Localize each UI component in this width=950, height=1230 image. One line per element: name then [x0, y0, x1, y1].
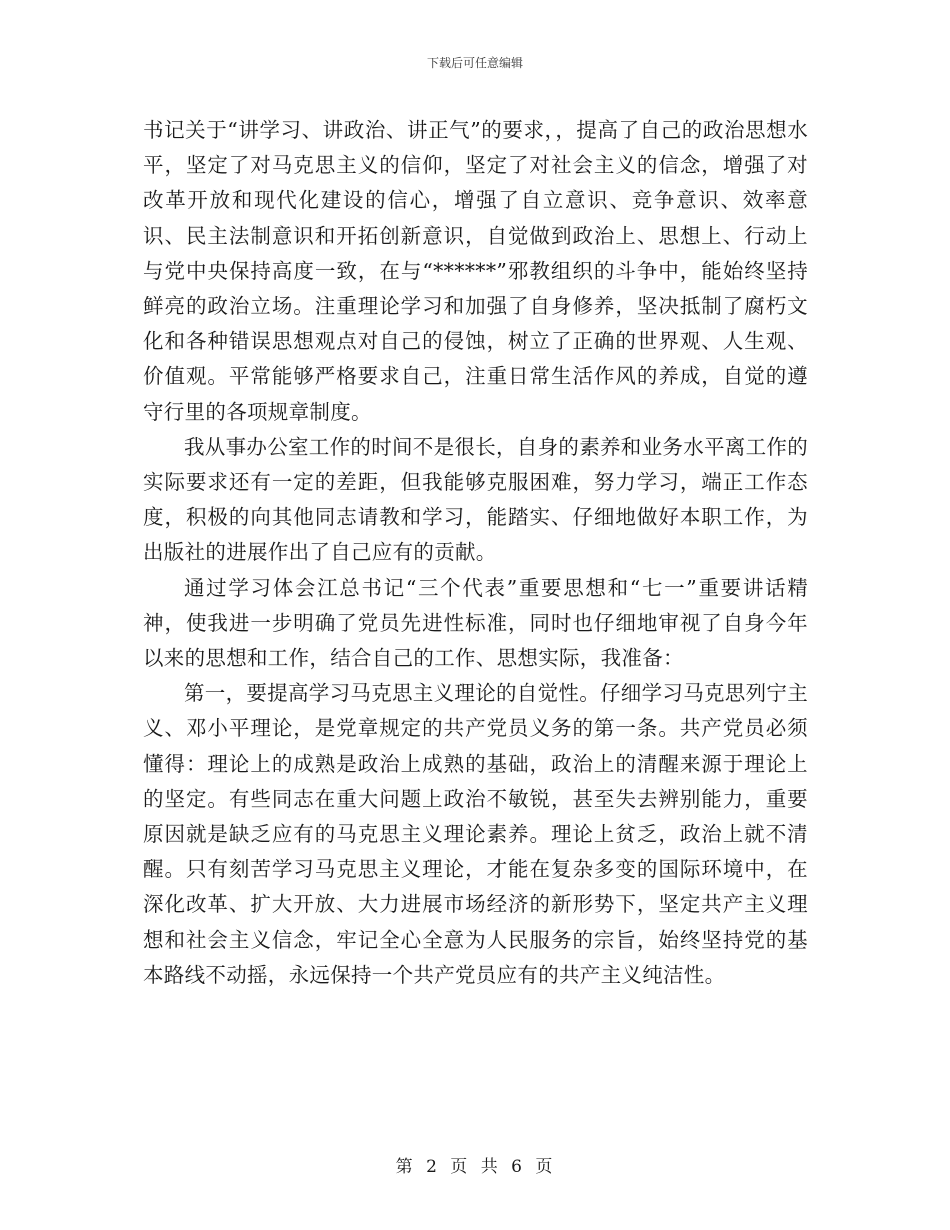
paragraph-continuation: 书记关于“讲学习、讲政治、讲正气”的要求，，提高了自己的政治思想水平，坚定了对马克思主义的信仰，坚定了对社会主义的信念，增强了对改革开放和现代化建设的信心，增强了自立意识、竞争意识、效率意识、民主法制意识和开拓创新意识，自觉做到政治上、思想上、行动上与党中央保持高度一致，在与“******”邪教组织的斗争中，能始终坚持鲜亮的政治立场。注重理论学习和加强了自身修养，坚决抵制了腐朽文化和各种错误思想观点对自己的侵蚀，树立了正确的世界观、人生观、价值观。平常能够严格要求自己，注重日常生活作风的养成，自觉的遵守行里的各项规章制度。 [143, 118, 808, 424]
paragraph-office-work: 我从事办公室工作的时间不是很长，自身的素养和业务水平离工作的实际要求还有一定的差距，但我能够克服困难，努力学习，端正工作态度，积极的向其他同志请教和学习，能踏实、仔细地做好本职工作，为出版社的进展作出了自己应有的贡献。 [143, 434, 808, 565]
paragraph-study-three-represents: 通过学习体会江总书记“三个代表”重要思想和“七一”重要讲话精神，使我进一步明确了党员先进性标准，同时也仔细地审视了自身今年以来的思想和工作，结合自己的工作、思想实际，我准备： [143, 575, 808, 671]
page-number: 第 2 页 共 6 页 [395, 1157, 555, 1177]
paragraph-first-point: 第一，要提高学习马克思主义理论的自觉性。仔细学习马克思列宁主义、邓小平理论，是党章规定的共产党员义务的第一条。共产党员必须懂得：理论上的成熟是政治上成熟的基础，政治上的清醒来源于理论上的坚定。有些同志在重大问题上政治不敏锐，甚至失去辨别能力，重要原因就是缺乏应有的马克思主义理论素养。理论上贫乏，政治上就不清醒。只有刻苦学习马克思主义理论，才能在复杂多变的国际环境中，在深化改革、扩大开放、大力进展市场经济的新形势下，坚定共产主义理想和社会主义信念，牢记全心全意为人民服务的宗旨，始终坚持党的基本路线不动摇，永远保持一个共产党员应有的共产主义纯洁性。 [143, 681, 808, 987]
document-body [143, 113, 808, 993]
page-header: 下载后可任意编辑 [426, 56, 523, 70]
